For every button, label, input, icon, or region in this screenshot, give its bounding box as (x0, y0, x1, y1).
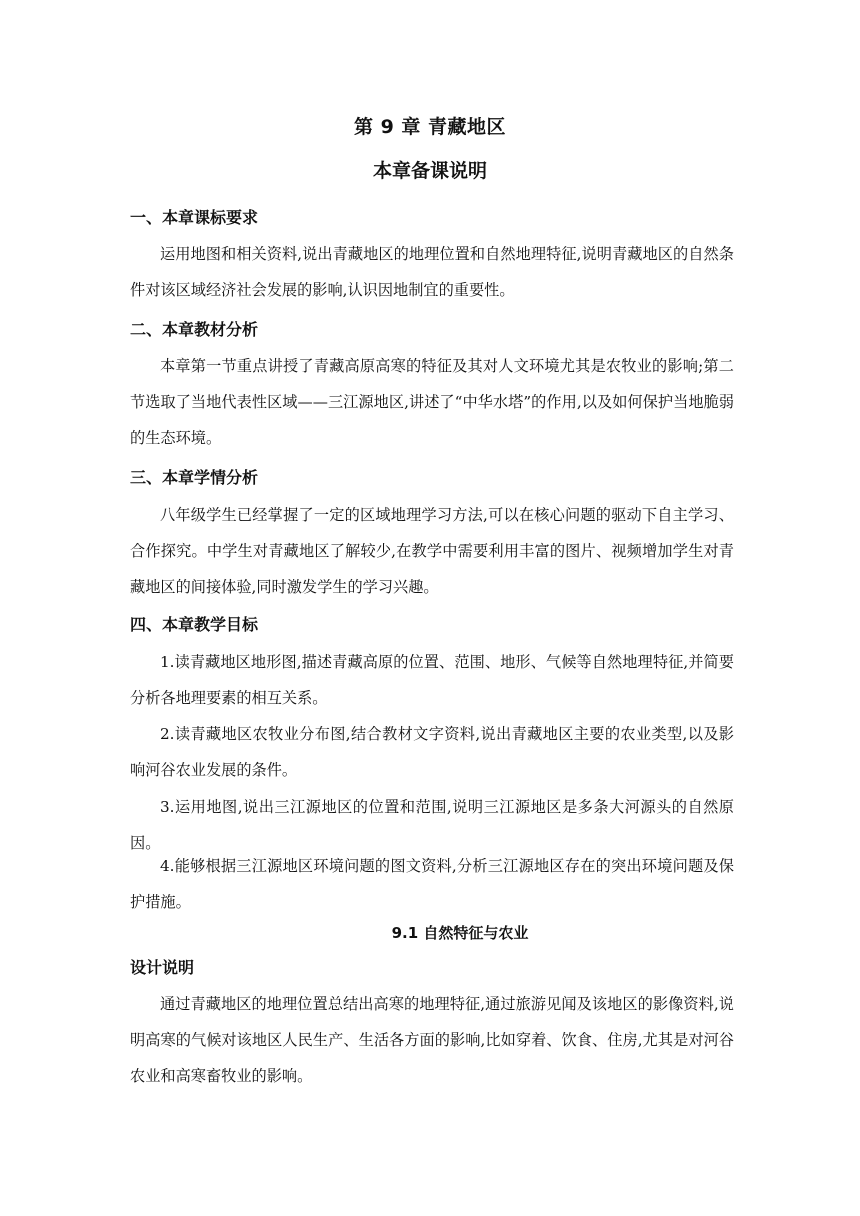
lesson-title: 9.1 自然特征与农业 (391, 924, 529, 942)
paragraph-curriculum-requirements: 运用地图和相关资料,说出青藏地区的地理位置和自然地理特征,说明青藏地区的自然条件对该区域经济社会发展的影响,认识因地制宜的重要性。 (130, 245, 734, 299)
teaching-goal-4: 4.能够根据三江源地区环境问题的图文资料,分析三江源地区存在的突出环境问题及保护措施。 (130, 857, 734, 911)
teaching-goal-1: 1.读青藏地区地形图,描述青藏高原的位置、范围、地形、气候等自然地理特征,并简要分析各地理要素的相互关系。 (130, 653, 734, 707)
heading-student-analysis: 三、本章学情分析 (130, 468, 259, 487)
chapter-subtitle: 本章备课说明 (372, 160, 487, 182)
teaching-goal-2: 2.读青藏地区农牧业分布图,结合教材文字资料,说出青藏地区主要的农业类型,以及影响河谷农业发展的条件。 (130, 725, 734, 779)
paragraph-design-notes: 通过青藏地区的地理位置总结出高寒的地理特征,通过旅游见闻及该地区的影像资料,说明高寒的气候对该地区人民生产、生活各方面的影响,比如穿着、饮食、住房,尤其是对河谷农业和高寒畜牧业的影响。 (130, 995, 734, 1085)
paragraph-textbook-analysis: 本章第一节重点讲授了青藏高原高寒的特征及其对人文环境尤其是农牧业的影响;第二节选取了当地代表性区域——三江源地区,讲述了“中华水塔”的作用,以及如何保护当地脆弱的生态环境。 (130, 357, 734, 447)
paragraph-student-analysis: 八年级学生已经掌握了一定的区域地理学习方法,可以在核心问题的驱动下自主学习、合作探究。中学生对青藏地区了解较少,在教学中需要利用丰富的图片、视频增加学生对青藏地区的间接体验,同时激发学生的学习兴趣。 (130, 506, 734, 596)
chapter-title: 第 9 章 青藏地区 (353, 116, 507, 138)
heading-curriculum-requirements: 一、本章课标要求 (130, 208, 259, 227)
heading-design-notes: 设计说明 (130, 958, 195, 977)
heading-textbook-analysis: 二、本章教材分析 (130, 320, 259, 339)
teaching-goal-3: 3.运用地图,说出三江源地区的位置和范围,说明三江源地区是多条大河源头的自然原因。 (130, 798, 734, 852)
heading-teaching-goals: 四、本章教学目标 (130, 615, 259, 634)
